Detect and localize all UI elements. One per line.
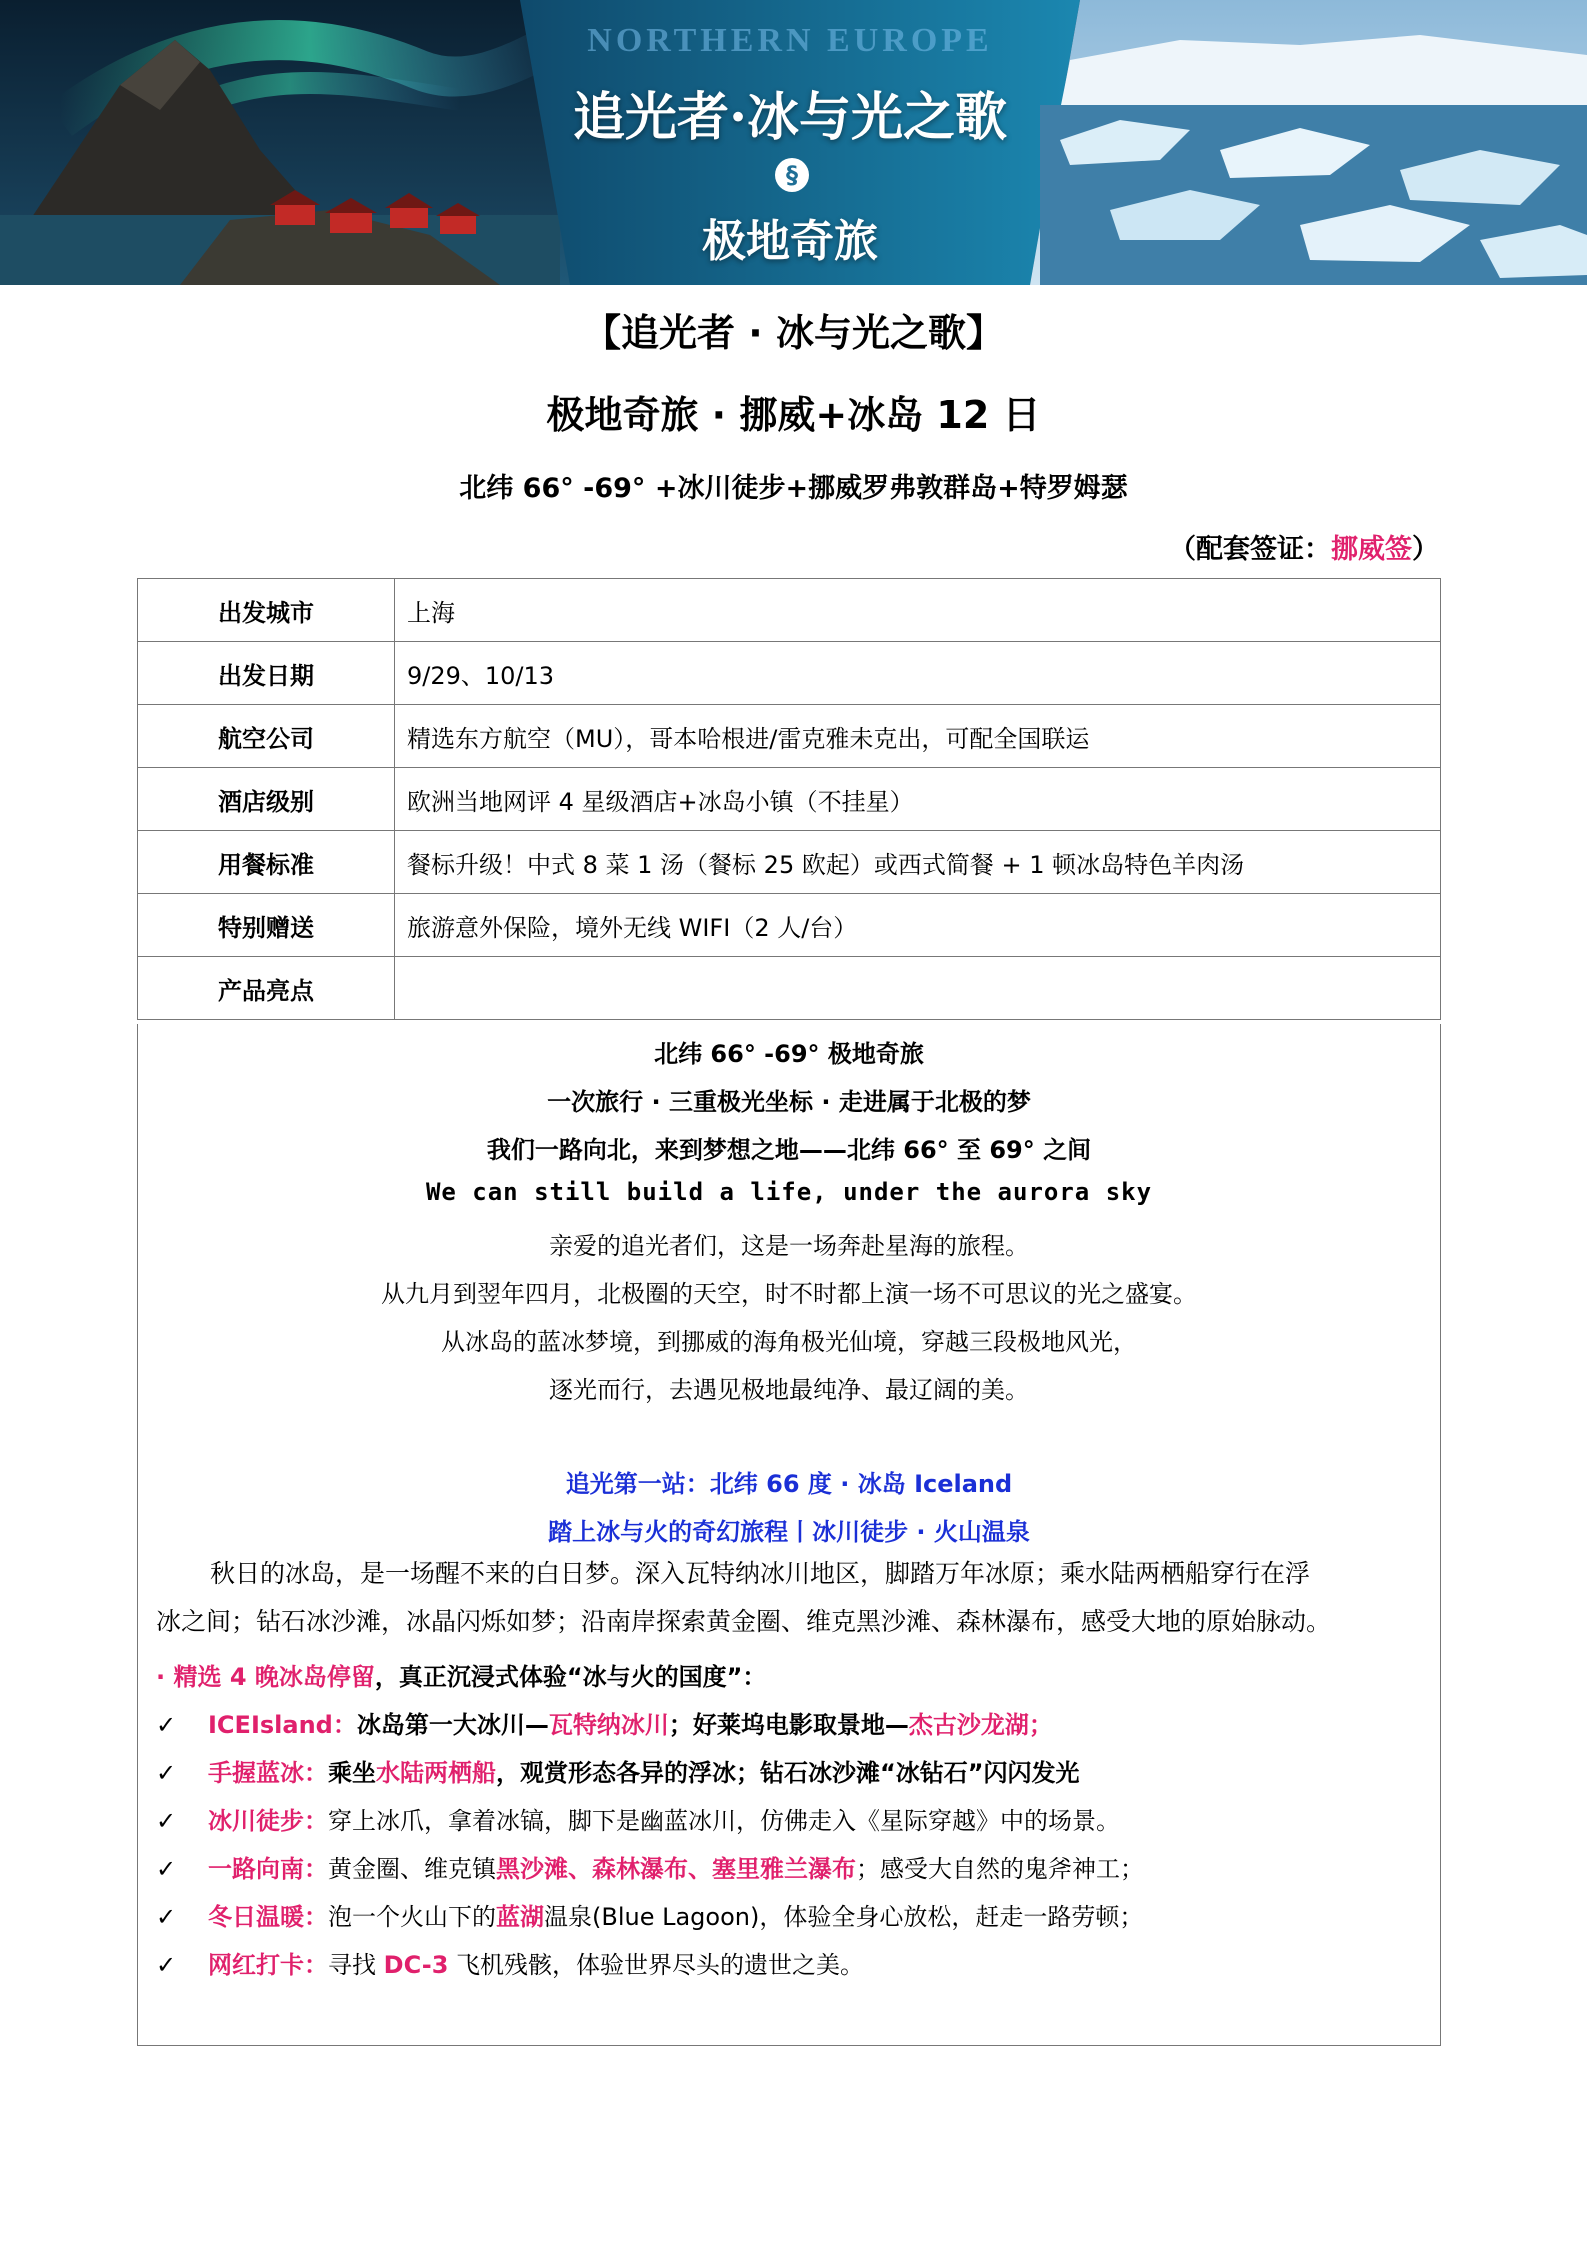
row-value: 精选东方航空（MU），哥本哈根进/雷克雅未克出，可配全国联运 bbox=[395, 705, 1441, 768]
check-icon: ✓ bbox=[156, 1903, 177, 1931]
row-value bbox=[395, 957, 1441, 1020]
document-subtitle: 极地奇旅 · 挪威+冰岛 12 日 bbox=[546, 393, 1041, 437]
item-text: 黄金圈、维克镇 bbox=[328, 1855, 496, 1883]
intro-highlight: · 精选 4 晚冰岛停留 bbox=[156, 1663, 375, 1691]
table-row bbox=[138, 957, 1441, 1020]
item-text: ，观赏形态各异的浮冰；钻石冰沙滩“冰钻石”闪闪发光 bbox=[496, 1759, 1080, 1787]
item-highlight: 杰古沙龙湖； bbox=[908, 1711, 1053, 1739]
item-head: 一路向南： bbox=[208, 1855, 328, 1883]
table-row bbox=[138, 642, 1441, 705]
highlight-line: 我们一路向北，来到梦想之地——北纬 66° 至 69° 之间 bbox=[486, 1136, 1092, 1164]
iceland-stay-intro bbox=[156, 1657, 766, 1692]
list-item bbox=[156, 1849, 1144, 1884]
row-label: 出发日期 bbox=[138, 642, 395, 705]
banner-english-subtitle: NORTHERN EUROPE bbox=[587, 22, 993, 59]
item-text: 泡一个火山下的 bbox=[328, 1903, 496, 1931]
item-text: 温泉(Blue Lagoon)，体验全身心放松，赶走一路劳顿； bbox=[544, 1903, 1144, 1931]
intro-text: ，真正沉浸式体验“冰与火的国度”： bbox=[374, 1663, 767, 1691]
item-text: ；好莱坞电影取景地— bbox=[668, 1711, 909, 1739]
visa-value: 挪威签 bbox=[1331, 534, 1412, 565]
item-head: 网红打卡： bbox=[208, 1951, 328, 1979]
table-row bbox=[138, 579, 1441, 642]
row-label: 出发城市 bbox=[138, 579, 395, 642]
item-text: 寻找 bbox=[328, 1951, 384, 1979]
item-head: 冰川徒步： bbox=[208, 1807, 328, 1835]
visa-prefix: （配套签证： bbox=[1169, 534, 1331, 565]
table-row bbox=[138, 894, 1441, 957]
list-item bbox=[156, 1801, 1120, 1836]
highlight-line: 逐光而行，去遇见极地最纯净、最辽阔的美。 bbox=[549, 1376, 1029, 1404]
banner-title: 追光者·冰与光之歌 bbox=[572, 87, 1008, 148]
banner-brand: 极地奇旅 bbox=[702, 216, 878, 267]
station-paragraph-cont: 冰之间；钻石冰沙滩，冰晶闪烁如梦；沿南岸探索黄金圈、维克黑沙滩、森林瀑布，感受大地的原始脉动。 bbox=[156, 1607, 1332, 1636]
list-item bbox=[156, 1753, 1080, 1788]
row-label: 用餐标准 bbox=[138, 831, 395, 894]
station-subtitle: 踏上冰与火的奇幻旅程丨冰川徒步 · 火山温泉 bbox=[548, 1518, 1030, 1546]
check-icon: ✓ bbox=[156, 1855, 177, 1883]
table-row bbox=[138, 831, 1441, 894]
row-value: 旅游意外保险，境外无线 WIFI（2 人/台） bbox=[395, 894, 1441, 957]
item-highlight: 瓦特纳冰川 bbox=[548, 1711, 669, 1739]
item-highlight: DC-3 bbox=[383, 1951, 449, 1979]
highlight-heading: 北纬 66° -69° 极地奇旅 bbox=[654, 1040, 924, 1068]
check-icon: ✓ bbox=[156, 1711, 177, 1739]
highlight-english-line: We can still build a life, under the aurora sky bbox=[425, 1178, 1153, 1206]
item-text: 飞机残骸，体验世界尽头的遗世之美。 bbox=[448, 1951, 865, 1979]
item-highlight: 水陆两栖船 bbox=[376, 1759, 496, 1787]
row-label: 特别赠送 bbox=[138, 894, 395, 957]
hero-banner bbox=[0, 0, 1587, 285]
item-text: 冰岛第一大冰川— bbox=[356, 1711, 549, 1739]
document-title: 【追光者 · 冰与光之歌】 bbox=[583, 311, 1004, 355]
item-text: 乘坐 bbox=[328, 1759, 376, 1787]
product-info-table bbox=[137, 578, 1441, 1020]
row-value: 9/29、10/13 bbox=[395, 642, 1441, 705]
item-highlight: 黑沙滩、森林瀑布、塞里雅兰瀑布 bbox=[496, 1855, 856, 1883]
highlights-box bbox=[137, 1024, 1441, 2046]
latitude-line: 北纬 66° -69° +冰川徒步+挪威罗弗敦群岛+特罗姆瑟 bbox=[459, 473, 1128, 504]
visa-note bbox=[1169, 527, 1439, 566]
item-highlight: 蓝湖 bbox=[496, 1903, 544, 1931]
check-icon: ✓ bbox=[156, 1951, 177, 1979]
item-text: ；感受大自然的鬼斧神工； bbox=[856, 1855, 1144, 1883]
highlight-line: 从九月到翌年四月，北极圈的天空，时不时都上演一场不可思议的光之盛宴。 bbox=[381, 1280, 1197, 1308]
list-item bbox=[156, 1897, 1143, 1932]
row-value: 上海 bbox=[395, 579, 1441, 642]
table-row bbox=[138, 705, 1441, 768]
row-label: 航空公司 bbox=[138, 705, 395, 768]
row-value: 欧洲当地网评 4 星级酒店+冰岛小镇（不挂星） bbox=[395, 768, 1441, 831]
highlight-line: 亲爱的追光者们，这是一场奔赴星海的旅程。 bbox=[549, 1232, 1029, 1260]
row-value: 餐标升级！中式 8 菜 1 汤（餐标 25 欧起）或西式简餐 + 1 顿冰岛特色羊肉汤 bbox=[395, 831, 1441, 894]
highlight-tagline: 一次旅行 · 三重极光坐标 · 走进属于北极的梦 bbox=[547, 1088, 1031, 1116]
item-head: 手握蓝冰： bbox=[208, 1759, 328, 1787]
check-icon: ✓ bbox=[156, 1807, 177, 1835]
item-text: 穿上冰爪，拿着冰镐，脚下是幽蓝冰川，仿佛走入《星际穿越》中的场景。 bbox=[328, 1807, 1120, 1835]
highlight-line: 从冰岛的蓝冰梦境，到挪威的海角极光仙境，穿越三段极地风光， bbox=[441, 1328, 1137, 1356]
table-row bbox=[138, 768, 1441, 831]
item-head: ICEIsland： bbox=[208, 1711, 357, 1739]
visa-suffix: ） bbox=[1412, 534, 1439, 565]
row-label: 酒店级别 bbox=[138, 768, 395, 831]
check-icon: ✓ bbox=[156, 1759, 177, 1787]
station-title: 追光第一站：北纬 66 度 · 冰岛 Iceland bbox=[565, 1470, 1013, 1498]
list-item bbox=[156, 1945, 864, 1980]
s-logo-icon: § bbox=[775, 158, 809, 192]
list-item bbox=[156, 1705, 1053, 1740]
item-head: 冬日温暖： bbox=[208, 1903, 328, 1931]
row-label: 产品亮点 bbox=[138, 957, 395, 1020]
station-paragraph: 秋日的冰岛，是一场醒不来的白日梦。深入瓦特纳冰川地区，脚踏万年冰原；乘水陆两栖船穿行在浮 bbox=[210, 1559, 1311, 1588]
